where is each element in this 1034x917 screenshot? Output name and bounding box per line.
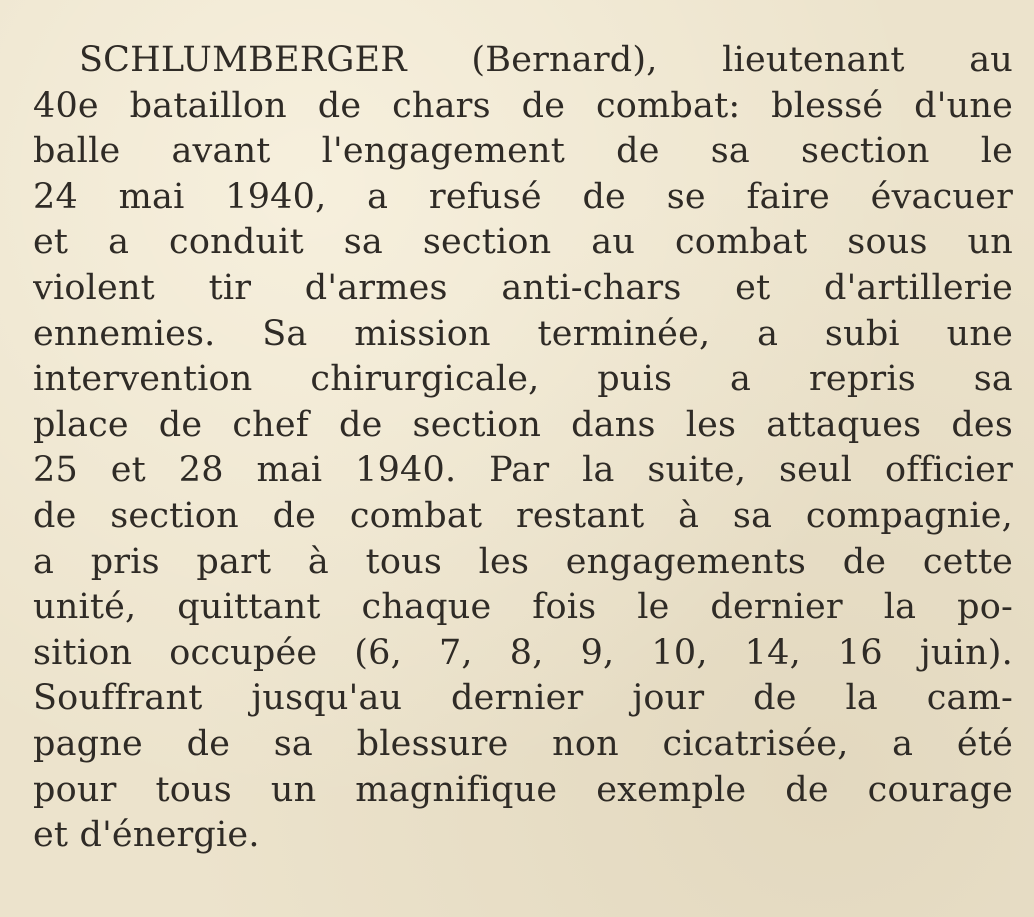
text-line: de section de combat restant à sa compagnie, <box>33 495 1013 536</box>
text-line: ennemies. Sa mission terminée, a subi une <box>33 313 1013 354</box>
text-line: sition occupée (6, 7, 8, 9, 10, 14, 16 juin). <box>33 632 1013 673</box>
text-line: intervention chirurgicale, puis a repris sa <box>33 359 1013 400</box>
citation-text-block <box>33 38 1013 859</box>
text-line: balle avant l'engagement de sa section le <box>33 131 1013 172</box>
text-line: Souffrant jusqu'au dernier jour de la cam- <box>33 678 1013 719</box>
text-line: a pris part à tous les engagements de cette <box>33 541 1013 582</box>
text-line: 40e bataillon de chars de combat: blessé d'une <box>33 85 1013 126</box>
text-line: violent tir d'armes anti-chars et d'artillerie <box>33 267 1013 308</box>
text-line: et d'énergie. <box>33 815 260 856</box>
text-line: 24 mai 1940, a refusé de se faire évacuer <box>33 176 1013 217</box>
text-line: unité, quittant chaque fois le dernier la po- <box>33 587 1013 628</box>
text-line: 25 et 28 mai 1940. Par la suite, seul officier <box>33 450 1013 491</box>
text-line: place de chef de section dans les attaques des <box>33 404 1013 445</box>
text-line: pagne de sa blessure non cicatrisée, a été <box>33 723 1013 764</box>
text-line: SCHLUMBERGER (Bernard), lieutenant au <box>79 40 1013 80</box>
text-line: et a conduit sa section au combat sous un <box>33 222 1013 263</box>
text-line: pour tous un magnifique exemple de courage <box>33 769 1013 810</box>
